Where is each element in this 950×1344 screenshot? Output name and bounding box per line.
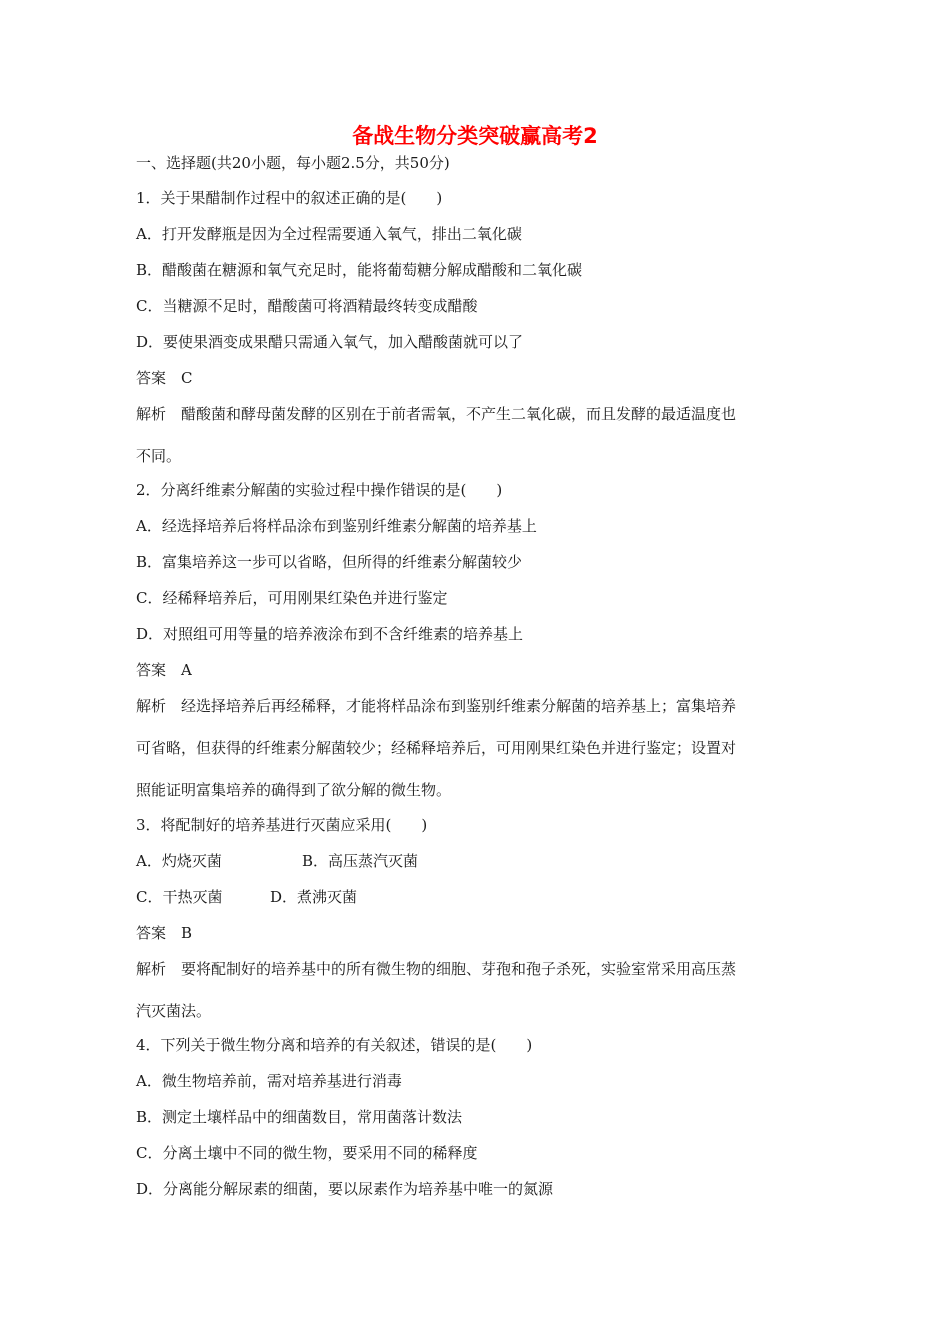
question-4-option-c: C．分离土壤中不同的微生物，要采用不同的稀释度 <box>136 1144 478 1162</box>
question-4-option-d: D．分离能分解尿素的细菌，要以尿素作为培养基中唯一的氮源 <box>136 1180 554 1198</box>
question-2-option-b: B．富集培养这一步可以省略，但所得的纤维素分解菌较少 <box>136 553 523 571</box>
question-2-option-d: D．对照组可用等量的培养液涂布到不含纤维素的培养基上 <box>136 625 524 643</box>
question-3-option-a: A．灼烧灭菌 <box>136 852 222 870</box>
question-1-option-c: C．当糖源不足时，醋酸菌可将酒精最终转变成醋酸 <box>136 297 478 315</box>
question-1-analysis-line-1: 解析 醋酸菌和酵母菌发酵的区别在于前者需氧，不产生二氧化碳，而且发酵的最适温度也 <box>136 405 737 423</box>
question-4-option-a: A．微生物培养前，需对培养基进行消毒 <box>136 1072 402 1090</box>
question-4-stem: 4．下列关于微生物分离和培养的有关叙述，错误的是( ) <box>136 1036 533 1054</box>
question-1-option-a: A．打开发酵瓶是因为全过程需要通入氧气，排出二氧化碳 <box>136 225 522 243</box>
question-3-stem: 3．将配制好的培养基进行灭菌应采用( ) <box>136 816 428 834</box>
question-2-stem: 2．分离纤维素分解菌的实验过程中操作错误的是( ) <box>136 481 503 499</box>
question-1-answer: 答案 C <box>136 369 193 387</box>
question-3-answer: 答案 B <box>136 924 193 942</box>
question-2-answer: 答案 A <box>136 661 192 679</box>
question-1-stem: 1．关于果醋制作过程中的叙述正确的是( ) <box>136 189 443 207</box>
question-2-analysis-line-2: 可省略，但获得的纤维素分解菌较少；经稀释培养后，可用刚果红染色并进行鉴定；设置对 <box>136 739 737 757</box>
question-2-analysis-line-3: 照能证明富集培养的确得到了欲分解的微生物。 <box>136 781 452 799</box>
question-2-option-a: A．经选择培养后将样品涂布到鉴别纤维素分解菌的培养基上 <box>136 517 537 535</box>
question-3-option-c: C．干热灭菌 <box>136 888 223 906</box>
section-header: 一、选择题(共20小题，每小题2.5分，共50分) <box>136 154 450 172</box>
question-2-analysis-line-1: 解析 经选择培养后再经稀释，才能将样品涂布到鉴别纤维素分解菌的培养基上；富集培养 <box>136 697 737 715</box>
question-3-analysis-line-1: 解析 要将配制好的培养基中的所有微生物的细胞、芽孢和孢子杀死，实验室常采用高压蒸 <box>136 960 737 978</box>
question-3-analysis-line-2: 汽灭菌法。 <box>136 1002 212 1020</box>
document-title: 备战生物分类突破赢高考2 <box>352 124 598 148</box>
question-1-option-b: B．醋酸菌在糖源和氧气充足时，能将葡萄糖分解成醋酸和二氧化碳 <box>136 261 583 279</box>
question-4-option-b: B．测定土壤样品中的细菌数目，常用菌落计数法 <box>136 1108 463 1126</box>
question-3-option-b: B．高压蒸汽灭菌 <box>302 852 419 870</box>
question-3-option-d: D．煮沸灭菌 <box>270 888 358 906</box>
question-1-analysis-line-2: 不同。 <box>136 447 182 465</box>
question-1-option-d: D．要使果酒变成果醋只需通入氧气，加入醋酸菌就可以了 <box>136 333 524 351</box>
question-2-option-c: C．经稀释培养后，可用刚果红染色并进行鉴定 <box>136 589 448 607</box>
